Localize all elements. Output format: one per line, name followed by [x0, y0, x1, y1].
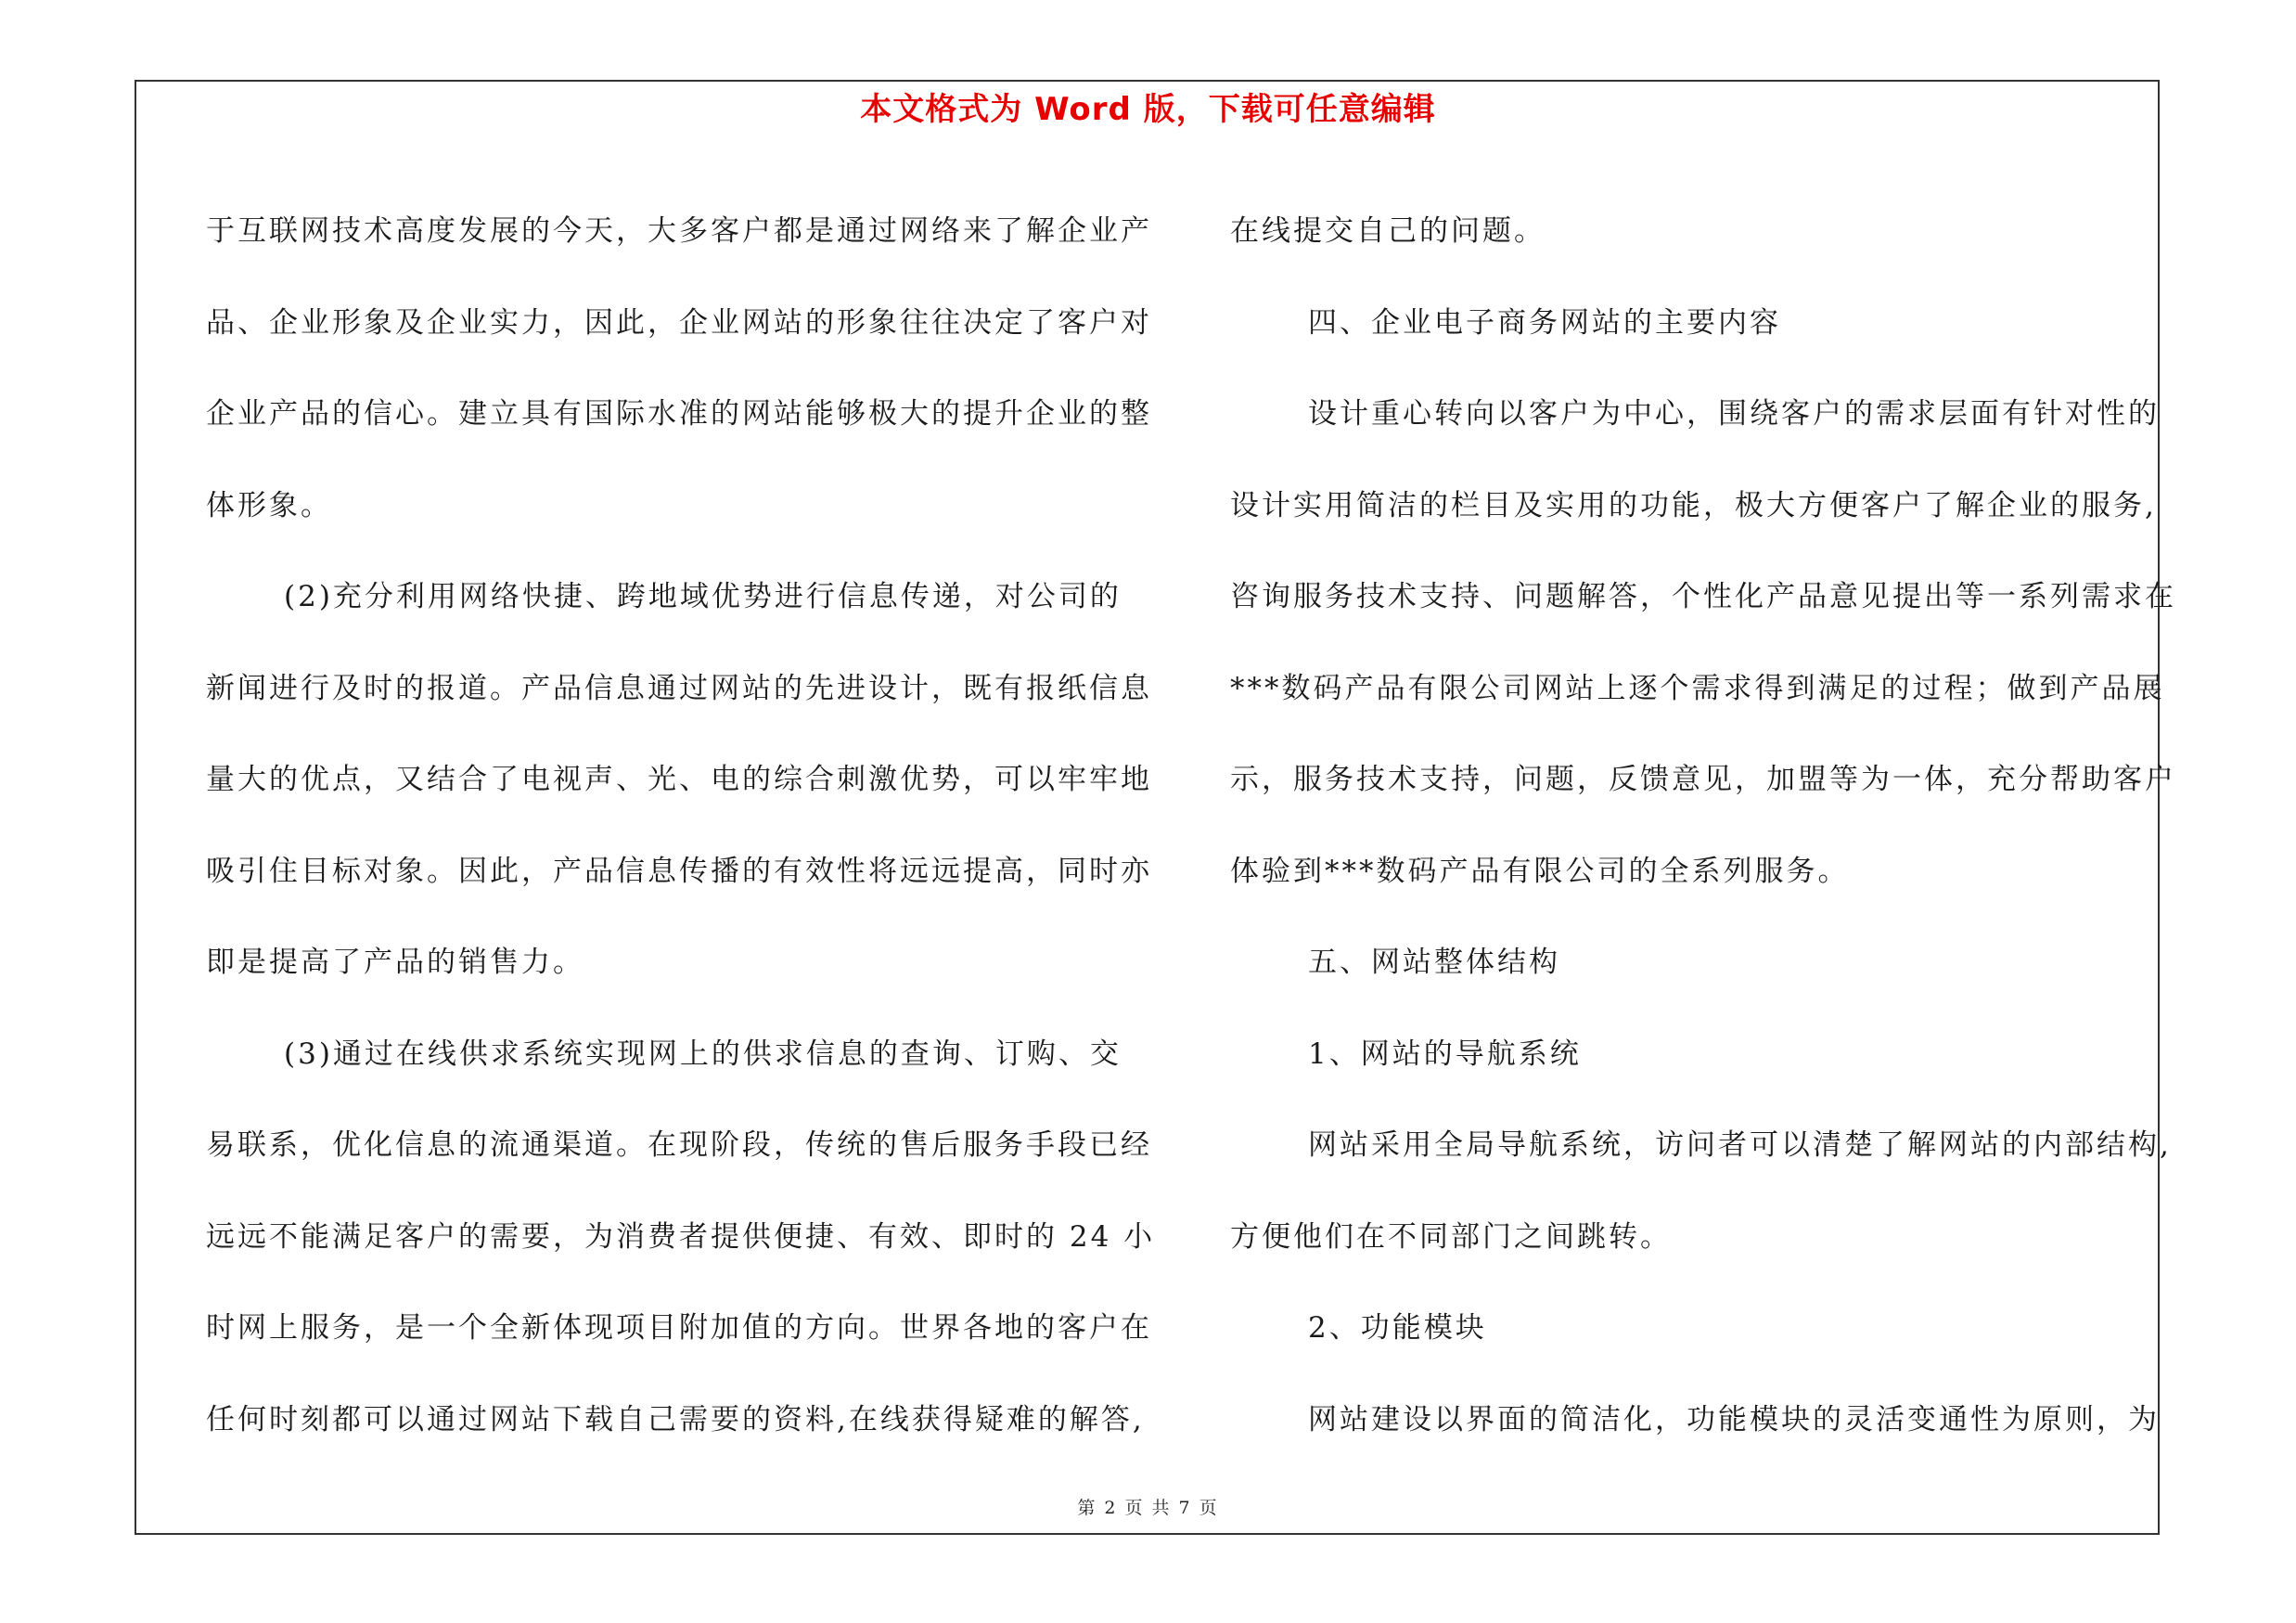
text-line: 网站采用全局导航系统，访问者可以清楚了解网站的内部结构, — [1308, 1128, 2172, 1162]
subsection-heading: 2、功能模块 — [1308, 1311, 1487, 1345]
text-line: ***数码产品有限公司网站上逐个需求得到满足的过程；做到产品展 — [1230, 671, 2165, 705]
text-line: 体验到***数码产品有限公司的全系列服务。 — [1230, 854, 1850, 888]
text-line: 体形象。 — [206, 488, 332, 522]
text-line: 品、企业形象及企业实力，因此，企业网站的形象往往决定了客户对 — [206, 305, 1152, 340]
text-line: 新闻进行及时的报道。产品信息通过网站的先进设计，既有报纸信息 — [206, 671, 1152, 705]
text-line: (3)通过在线供求系统实现网上的供求信息的查询、订购、交 — [284, 1037, 1122, 1071]
text-line: 设计实用简洁的栏目及实用的功能，极大方便客户了解企业的服务, — [1230, 488, 2157, 522]
text-line: 网站建设以界面的简洁化，功能模块的灵活变通性为原则，为 — [1308, 1402, 2160, 1436]
subsection-heading: 1、网站的导航系统 — [1308, 1037, 1582, 1071]
section-heading: 四、企业电子商务网站的主要内容 — [1308, 305, 1781, 340]
text-line: 方便他们在不同部门之间跳转。 — [1230, 1219, 1672, 1254]
section-heading: 五、网站整体结构 — [1308, 946, 1560, 979]
text-line: 企业产品的信心。建立具有国际水准的网站能够极大的提升企业的整 — [206, 397, 1152, 431]
text-line: 即是提高了产品的销售力。 — [206, 946, 584, 979]
text-line: 咨询服务技术支持、问题解答，个性化产品意见提出等一系列需求在 — [1230, 580, 2176, 613]
text-line: 时网上服务，是一个全新体现项目附加值的方向。世界各地的客户在 — [206, 1311, 1152, 1345]
page-number: 第 2 页 共 7 页 — [1077, 1498, 1219, 1518]
text-line: 在线提交自己的问题。 — [1230, 214, 1546, 248]
text-line: (2)充分利用网络快捷、跨地域优势进行信息传递，对公司的 — [284, 580, 1122, 613]
header-banner: 本文格式为 Word 版，下载可任意编辑 — [860, 91, 1436, 128]
text-line: 于互联网技术高度发展的今天，大多客户都是通过网络来了解企业产 — [206, 214, 1152, 248]
text-line: 任何时刻都可以通过网站下载自己需要的资料,在线获得疑难的解答, — [206, 1402, 1145, 1436]
text-line: 吸引住目标对象。因此，产品信息传播的有效性将远远提高，同时亦 — [206, 854, 1152, 888]
text-line: 设计重心转向以客户为中心，围绕客户的需求层面有针对性的 — [1308, 397, 2160, 431]
text-line: 远远不能满足客户的需要，为消费者提供便捷、有效、即时的 24 小 — [206, 1219, 1156, 1254]
text-line: 量大的优点，又结合了电视声、光、电的综合刺激优势，可以牢牢地 — [206, 763, 1152, 796]
left-column — [206, 186, 1156, 1465]
text-line: 示，服务技术支持，问题，反馈意见，加盟等为一体，充分帮助客户 — [1230, 763, 2176, 796]
right-column — [1230, 186, 2176, 1465]
text-line: 易联系，优化信息的流通渠道。在现阶段，传统的售后服务手段已经 — [206, 1128, 1152, 1162]
